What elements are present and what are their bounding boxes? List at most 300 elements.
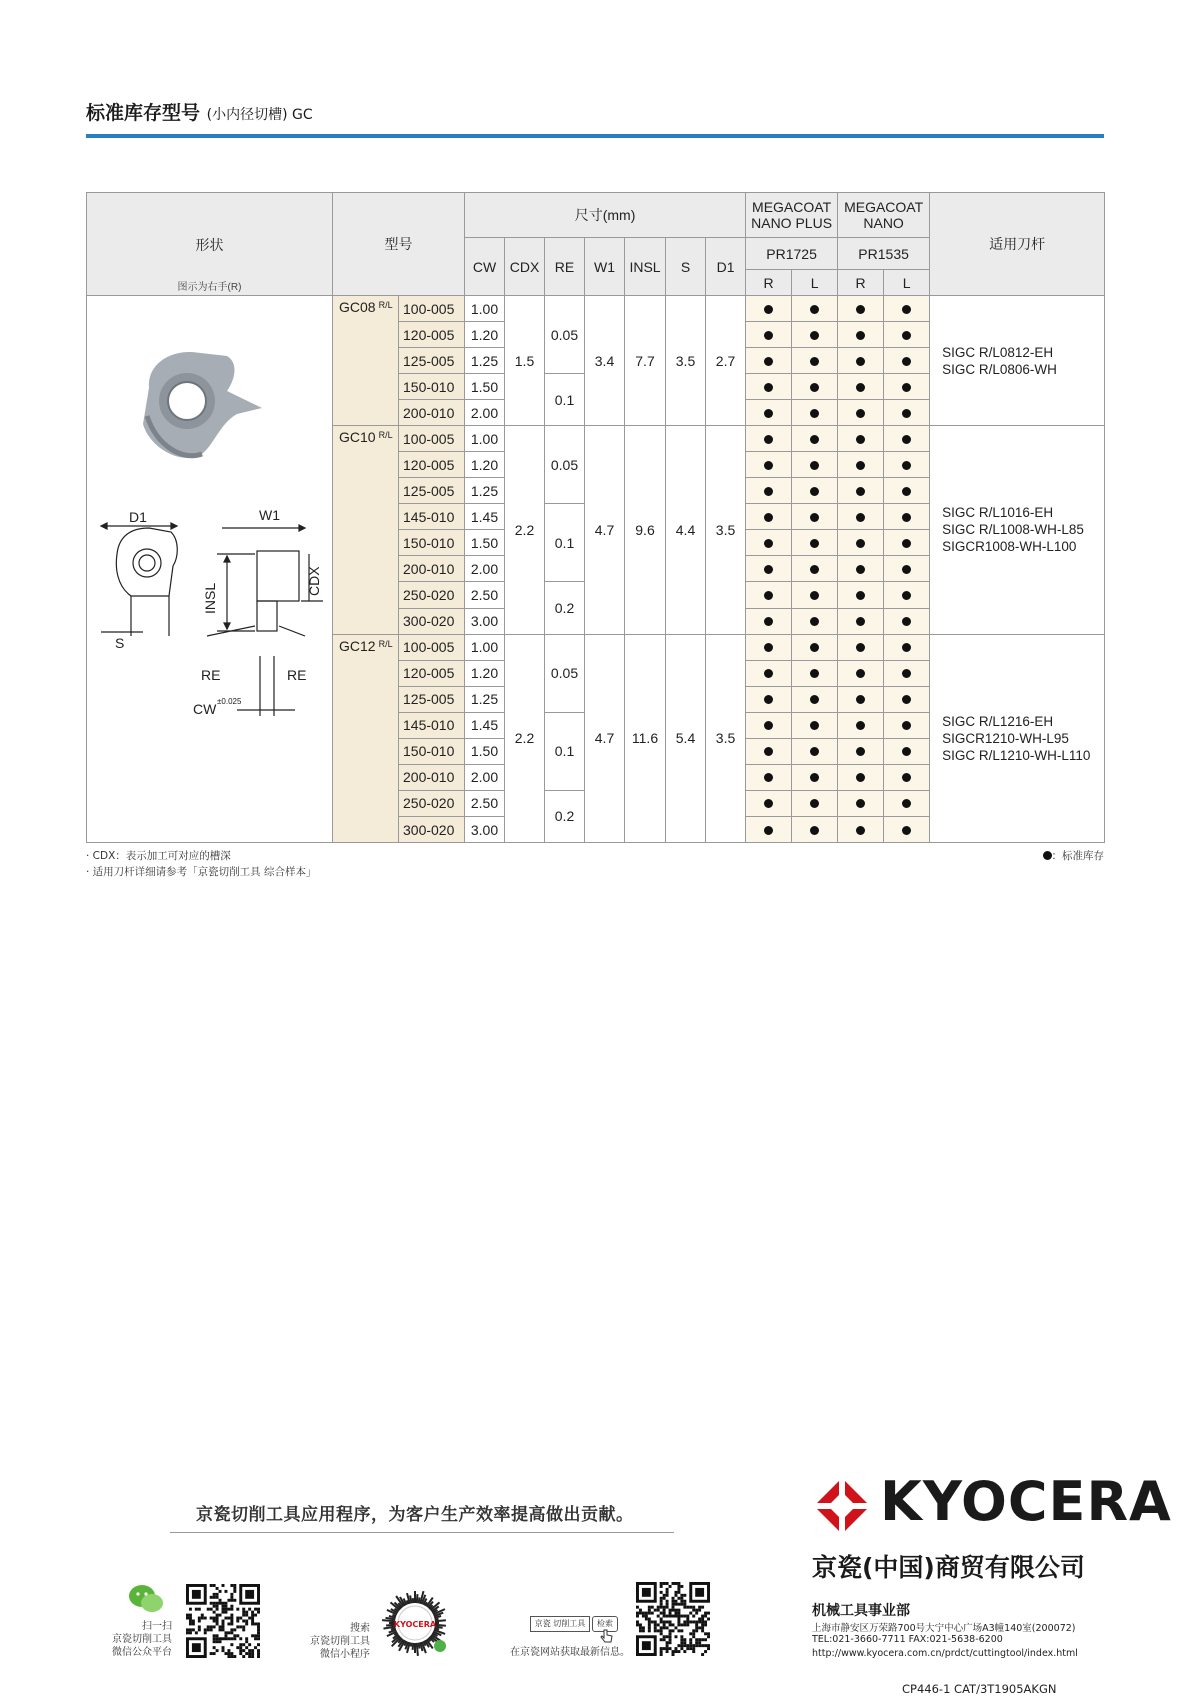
d1-value: 2.7 <box>706 296 746 426</box>
model-code: 145-010 <box>399 712 465 738</box>
stock-dot-icon <box>856 747 865 756</box>
stock-dot-icon <box>810 513 819 522</box>
label-cdx: CDX <box>306 566 322 596</box>
stock-dot-icon <box>764 799 773 808</box>
stock-dot-icon <box>764 331 773 340</box>
header-r-1: R <box>746 270 792 296</box>
label-insl: INSL <box>202 582 218 614</box>
stock-cell <box>838 504 884 530</box>
legend-dot-icon <box>1043 851 1052 860</box>
stock-dot-icon <box>902 617 911 626</box>
header-s: S <box>666 238 706 296</box>
stock-dot-icon <box>764 826 773 835</box>
label-re-right: RE <box>287 667 307 683</box>
cw-value: 1.20 <box>465 660 505 686</box>
stock-dot-icon <box>764 721 773 730</box>
re-value: 0.05 <box>545 426 585 504</box>
stock-dot-icon <box>856 487 865 496</box>
w1-value: 4.7 <box>585 634 625 842</box>
catalog-number: CP446-1 CAT/3T1905AKGN <box>902 1682 1057 1696</box>
stock-cell <box>792 296 838 322</box>
stock-dot-icon <box>902 643 911 652</box>
holder-item: SIGC R/L1216-EH <box>942 713 1054 729</box>
stock-dot-icon <box>856 773 865 782</box>
stock-dot-icon <box>902 591 911 600</box>
stock-cell <box>838 296 884 322</box>
stock-cell <box>746 322 792 348</box>
label-d1: D1 <box>129 509 147 525</box>
stock-dot-icon <box>902 695 911 704</box>
stock-cell <box>838 400 884 426</box>
stock-cell <box>746 660 792 686</box>
qr-code-wechat[interactable] <box>186 1584 260 1658</box>
website-url[interactable]: http://www.kyocera.com.cn/prdct/cuttingtool/index.html <box>812 1648 1078 1659</box>
stock-cell <box>884 817 930 843</box>
shape-cell <box>87 296 333 843</box>
label-cw-tol: ±0.025 <box>217 697 242 706</box>
stock-dot-icon <box>902 799 911 808</box>
stock-dot-icon <box>764 643 773 652</box>
cursor-hand-icon <box>600 1628 614 1644</box>
stock-dot-icon <box>856 513 865 522</box>
stock-dot-icon <box>856 565 865 574</box>
model-code: 125-005 <box>399 348 465 374</box>
stock-dot-icon <box>902 357 911 366</box>
tel-fax: TEL:021-3660-7711 FAX:021-5638-6200 <box>812 1634 1003 1645</box>
cdx-value: 2.2 <box>505 426 545 634</box>
stock-cell <box>746 400 792 426</box>
header-insl: INSL <box>625 238 666 296</box>
stock-dot-icon <box>810 487 819 496</box>
cw-value: 2.00 <box>465 764 505 790</box>
stock-cell <box>884 608 930 634</box>
stock-dot-icon <box>764 539 773 548</box>
stock-cell <box>792 556 838 582</box>
header-megacoat-nano: MEGACOAT NANO <box>838 193 930 238</box>
brand-name: KYOCERA <box>880 1470 1172 1533</box>
stock-dot-icon <box>764 513 773 522</box>
slogan: 京瓷切削工具应用程序，为客户生产效率提高做出贡献。 <box>196 1505 634 1525</box>
model-code: 200-010 <box>399 556 465 582</box>
stock-dot-icon <box>810 669 819 678</box>
stock-dot-icon <box>856 617 865 626</box>
stock-cell <box>884 764 930 790</box>
model-prefix: GC10 $^{R/L}$ <box>333 426 399 634</box>
header-grade-pr1725: PR1725 <box>746 238 838 270</box>
wechat-icon <box>128 1584 164 1614</box>
stock-dot-icon <box>902 826 911 835</box>
stock-dot-icon <box>810 539 819 548</box>
search-box: 京瓷 切削工具 <box>530 1616 590 1632</box>
slogan-rule <box>170 1532 674 1533</box>
stock-dot-icon <box>856 669 865 678</box>
model-code: 145-010 <box>399 504 465 530</box>
w1-value: 3.4 <box>585 296 625 426</box>
stock-cell <box>792 660 838 686</box>
model-code: 125-005 <box>399 686 465 712</box>
stock-dot-icon <box>764 747 773 756</box>
model-code: 250-020 <box>399 790 465 816</box>
model-code: 150-010 <box>399 530 465 556</box>
stock-dot-icon <box>856 383 865 392</box>
header-re: RE <box>545 238 585 296</box>
stock-dot-icon <box>856 539 865 548</box>
cw-value: 1.45 <box>465 712 505 738</box>
header-r-2: R <box>838 270 884 296</box>
stock-cell <box>746 608 792 634</box>
cdx-value: 1.5 <box>505 296 545 426</box>
stock-cell <box>838 556 884 582</box>
stock-cell <box>884 530 930 556</box>
stock-dot-icon <box>764 409 773 418</box>
stock-dot-icon <box>810 461 819 470</box>
s-value: 4.4 <box>666 426 706 634</box>
stock-cell <box>792 530 838 556</box>
qr3-label: 在京瓷网站获取最新信息。 <box>510 1647 630 1658</box>
cw-value: 2.00 <box>465 556 505 582</box>
header-dims: 尺寸(mm) <box>465 193 746 238</box>
re-value: 0.1 <box>545 374 585 426</box>
stock-cell <box>884 426 930 452</box>
re-value: 0.05 <box>545 296 585 374</box>
stock-cell <box>884 478 930 504</box>
cw-value: 1.50 <box>465 374 505 400</box>
stock-dot-icon <box>810 695 819 704</box>
stock-cell <box>884 348 930 374</box>
stock-dot-icon <box>902 539 911 548</box>
stock-cell <box>884 738 930 764</box>
table-row <box>87 296 1105 322</box>
stock-dot-icon <box>764 591 773 600</box>
header-holder: 适用刀杆 <box>930 193 1105 296</box>
insert-side-view <box>207 525 323 716</box>
stock-dot-icon <box>902 721 911 730</box>
page-title <box>86 98 313 125</box>
stock-cell <box>884 790 930 816</box>
cw-value: 1.25 <box>465 686 505 712</box>
stock-dot-icon <box>764 357 773 366</box>
stock-cell <box>838 530 884 556</box>
stock-cell <box>746 634 792 660</box>
re-value: 0.2 <box>545 790 585 842</box>
stock-cell <box>792 712 838 738</box>
stock-cell <box>838 582 884 608</box>
stock-dot-icon <box>810 826 819 835</box>
stock-dot-icon <box>764 383 773 392</box>
cw-value: 1.20 <box>465 322 505 348</box>
stock-dot-icon <box>856 721 865 730</box>
cw-value: 3.00 <box>465 817 505 843</box>
stock-cell <box>792 400 838 426</box>
stock-dot-icon <box>810 565 819 574</box>
stock-dot-icon <box>764 305 773 314</box>
header-w1: W1 <box>585 238 625 296</box>
model-code: 300-020 <box>399 817 465 843</box>
stock-dot-icon <box>764 435 773 444</box>
stock-dot-icon <box>856 435 865 444</box>
title-rule <box>86 134 1104 138</box>
re-value: 0.2 <box>545 582 585 634</box>
stock-cell <box>838 817 884 843</box>
stock-cell <box>838 686 884 712</box>
stock-dot-icon <box>856 331 865 340</box>
stock-dot-icon <box>764 617 773 626</box>
stock-cell <box>792 478 838 504</box>
stock-dot-icon <box>764 461 773 470</box>
stock-dot-icon <box>764 669 773 678</box>
stock-dot-icon <box>810 747 819 756</box>
stock-dot-icon <box>902 435 911 444</box>
legend: ：标准库存 <box>1043 848 1105 863</box>
qr-code-website[interactable] <box>636 1582 710 1656</box>
stock-cell <box>746 582 792 608</box>
model-code: 100-005 <box>399 634 465 660</box>
title-sub: (小内径切槽) GC <box>206 107 313 123</box>
stock-cell <box>792 790 838 816</box>
holder-item: SIGCR1210-WH-L95 <box>942 730 1069 746</box>
re-value: 0.1 <box>545 504 585 582</box>
stock-cell <box>792 738 838 764</box>
header-cdx: CDX <box>505 238 545 296</box>
holder-item: SIGC R/L1210-WH-L110 <box>942 747 1091 763</box>
stock-dot-icon <box>856 357 865 366</box>
shape-note: 图示为右手(R) <box>177 282 242 293</box>
qr1-label: 扫一扫 京瓷切削工具 微信公众平台 <box>112 1621 172 1658</box>
stock-cell <box>884 634 930 660</box>
holder-item: SIGC R/L0806-WH <box>942 361 1057 377</box>
header-megacoat-nano-plus: MEGACOAT NANO PLUS <box>746 193 838 238</box>
mini-program-code[interactable] <box>376 1584 454 1662</box>
stock-cell <box>792 817 838 843</box>
cw-value: 1.00 <box>465 426 505 452</box>
header-cw: CW <box>465 238 505 296</box>
cw-value: 1.45 <box>465 504 505 530</box>
stock-dot-icon <box>810 305 819 314</box>
re-value: 0.05 <box>545 634 585 712</box>
cw-value: 1.25 <box>465 478 505 504</box>
stock-dot-icon <box>902 305 911 314</box>
footnote-holder: · 适用刀杆详细请参考「京瓷切削工具 综合样本」 <box>86 866 317 878</box>
qr2-label: 搜索 京瓷切削工具 微信小程序 <box>310 1623 370 1660</box>
label-re-left: RE <box>201 667 221 683</box>
stock-cell <box>838 426 884 452</box>
stock-cell <box>746 478 792 504</box>
product-table <box>86 192 1105 843</box>
holder-item: SIGC R/L1008-WH-L85 <box>942 522 1084 538</box>
footnote-cdx: · CDX：表示加工可对应的槽深 <box>86 850 231 862</box>
stock-cell <box>792 322 838 348</box>
company-name: 京瓷(中国)商贸有限公司 <box>812 1553 1085 1582</box>
insl-value: 7.7 <box>625 296 666 426</box>
header-d1: D1 <box>706 238 746 296</box>
stock-cell <box>746 790 792 816</box>
label-cw: CW <box>193 701 217 717</box>
stock-cell <box>792 426 838 452</box>
model-code: 100-005 <box>399 426 465 452</box>
stock-cell <box>838 348 884 374</box>
model-code: 120-005 <box>399 322 465 348</box>
cw-value: 1.00 <box>465 634 505 660</box>
model-code: 150-010 <box>399 374 465 400</box>
stock-dot-icon <box>810 617 819 626</box>
stock-cell <box>838 712 884 738</box>
search-button: 检索 <box>592 1616 618 1632</box>
cw-value: 1.25 <box>465 348 505 374</box>
header-grade-pr1535: PR1535 <box>838 238 930 270</box>
stock-cell <box>746 452 792 478</box>
header-l-1: L <box>792 270 838 296</box>
model-code: 120-005 <box>399 452 465 478</box>
stock-dot-icon <box>902 747 911 756</box>
label-w1: W1 <box>259 507 280 523</box>
stock-dot-icon <box>810 357 819 366</box>
title-main: 标准库存型号 <box>86 102 201 124</box>
stock-cell <box>884 686 930 712</box>
stock-cell <box>884 374 930 400</box>
stock-cell <box>746 817 792 843</box>
stock-cell <box>746 556 792 582</box>
stock-cell <box>884 322 930 348</box>
stock-dot-icon <box>856 305 865 314</box>
insl-value: 11.6 <box>625 634 666 842</box>
stock-cell <box>884 582 930 608</box>
stock-dot-icon <box>902 409 911 418</box>
stock-dot-icon <box>810 383 819 392</box>
stock-cell <box>838 764 884 790</box>
stock-cell <box>792 452 838 478</box>
stock-dot-icon <box>856 409 865 418</box>
model-prefix: GC08 $^{R/L}$ <box>333 296 399 426</box>
stock-cell <box>838 452 884 478</box>
stock-cell <box>838 790 884 816</box>
model-code: 100-005 <box>399 296 465 322</box>
insert-photo <box>143 352 262 458</box>
re-value: 0.1 <box>545 712 585 790</box>
stock-cell <box>838 660 884 686</box>
insert-drawing <box>87 296 333 842</box>
stock-dot-icon <box>764 565 773 574</box>
stock-cell <box>746 348 792 374</box>
stock-dot-icon <box>810 331 819 340</box>
cw-value: 1.00 <box>465 296 505 322</box>
holder-item: SIGC R/L0812-EH <box>942 344 1054 360</box>
stock-cell <box>746 764 792 790</box>
model-code: 125-005 <box>399 478 465 504</box>
label-s: S <box>115 635 125 651</box>
stock-dot-icon <box>902 513 911 522</box>
s-value: 3.5 <box>666 296 706 426</box>
stock-cell <box>884 452 930 478</box>
insl-value: 9.6 <box>625 426 666 634</box>
model-code: 150-010 <box>399 738 465 764</box>
cw-value: 2.50 <box>465 790 505 816</box>
model-code: 200-010 <box>399 400 465 426</box>
model-prefix: GC12 $^{R/L}$ <box>333 634 399 842</box>
w1-value: 4.7 <box>585 426 625 634</box>
stock-cell <box>746 712 792 738</box>
stock-cell <box>884 712 930 738</box>
stock-cell <box>746 504 792 530</box>
holder-item: SIGC R/L1016-EH <box>942 505 1054 521</box>
stock-cell <box>884 296 930 322</box>
stock-cell <box>746 374 792 400</box>
stock-cell <box>792 582 838 608</box>
stock-cell <box>792 634 838 660</box>
stock-cell <box>838 478 884 504</box>
stock-cell <box>838 738 884 764</box>
stock-dot-icon <box>856 461 865 470</box>
stock-cell <box>792 374 838 400</box>
stock-dot-icon <box>810 773 819 782</box>
stock-dot-icon <box>764 695 773 704</box>
stock-cell <box>884 400 930 426</box>
stock-dot-icon <box>902 669 911 678</box>
stock-dot-icon <box>902 487 911 496</box>
stock-dot-icon <box>902 331 911 340</box>
stock-dot-icon <box>856 643 865 652</box>
holder-item: SIGCR1008-WH-L100 <box>942 539 1077 555</box>
cw-value: 1.50 <box>465 530 505 556</box>
d1-value: 3.5 <box>706 426 746 634</box>
stock-cell <box>884 556 930 582</box>
stock-dot-icon <box>810 799 819 808</box>
stock-cell <box>746 426 792 452</box>
mini-program-brand: KYOCERA <box>393 1620 437 1629</box>
stock-cell <box>746 296 792 322</box>
cw-value: 2.00 <box>465 400 505 426</box>
stock-dot-icon <box>856 799 865 808</box>
stock-cell <box>792 348 838 374</box>
stock-cell <box>838 634 884 660</box>
cw-value: 1.50 <box>465 738 505 764</box>
stock-cell <box>838 608 884 634</box>
model-code: 120-005 <box>399 660 465 686</box>
stock-cell <box>884 504 930 530</box>
cw-value: 3.00 <box>465 608 505 634</box>
cw-value: 2.50 <box>465 582 505 608</box>
stock-cell <box>792 608 838 634</box>
d1-value: 3.5 <box>706 634 746 842</box>
stock-cell <box>792 686 838 712</box>
stock-dot-icon <box>810 721 819 730</box>
stock-dot-icon <box>810 435 819 444</box>
header-shape: 形状 图示为右手(R) <box>87 193 333 296</box>
header-model: 型号 <box>333 193 465 296</box>
stock-cell <box>746 686 792 712</box>
stock-dot-icon <box>856 591 865 600</box>
cw-value: 1.20 <box>465 452 505 478</box>
stock-dot-icon <box>764 487 773 496</box>
holder-list <box>930 634 1105 842</box>
kyocera-logo-icon <box>812 1476 872 1536</box>
stock-cell <box>884 660 930 686</box>
stock-dot-icon <box>810 643 819 652</box>
insert-front-view <box>101 523 177 636</box>
stock-cell <box>746 738 792 764</box>
stock-cell <box>838 322 884 348</box>
stock-cell <box>792 504 838 530</box>
header-l-2: L <box>884 270 930 296</box>
model-code: 250-020 <box>399 582 465 608</box>
stock-dot-icon <box>764 773 773 782</box>
stock-dot-icon <box>856 826 865 835</box>
holder-list <box>930 296 1105 426</box>
stock-cell <box>792 764 838 790</box>
stock-dot-icon <box>902 383 911 392</box>
stock-dot-icon <box>902 773 911 782</box>
s-value: 5.4 <box>666 634 706 842</box>
department: 机械工具事业部 <box>812 1603 910 1619</box>
